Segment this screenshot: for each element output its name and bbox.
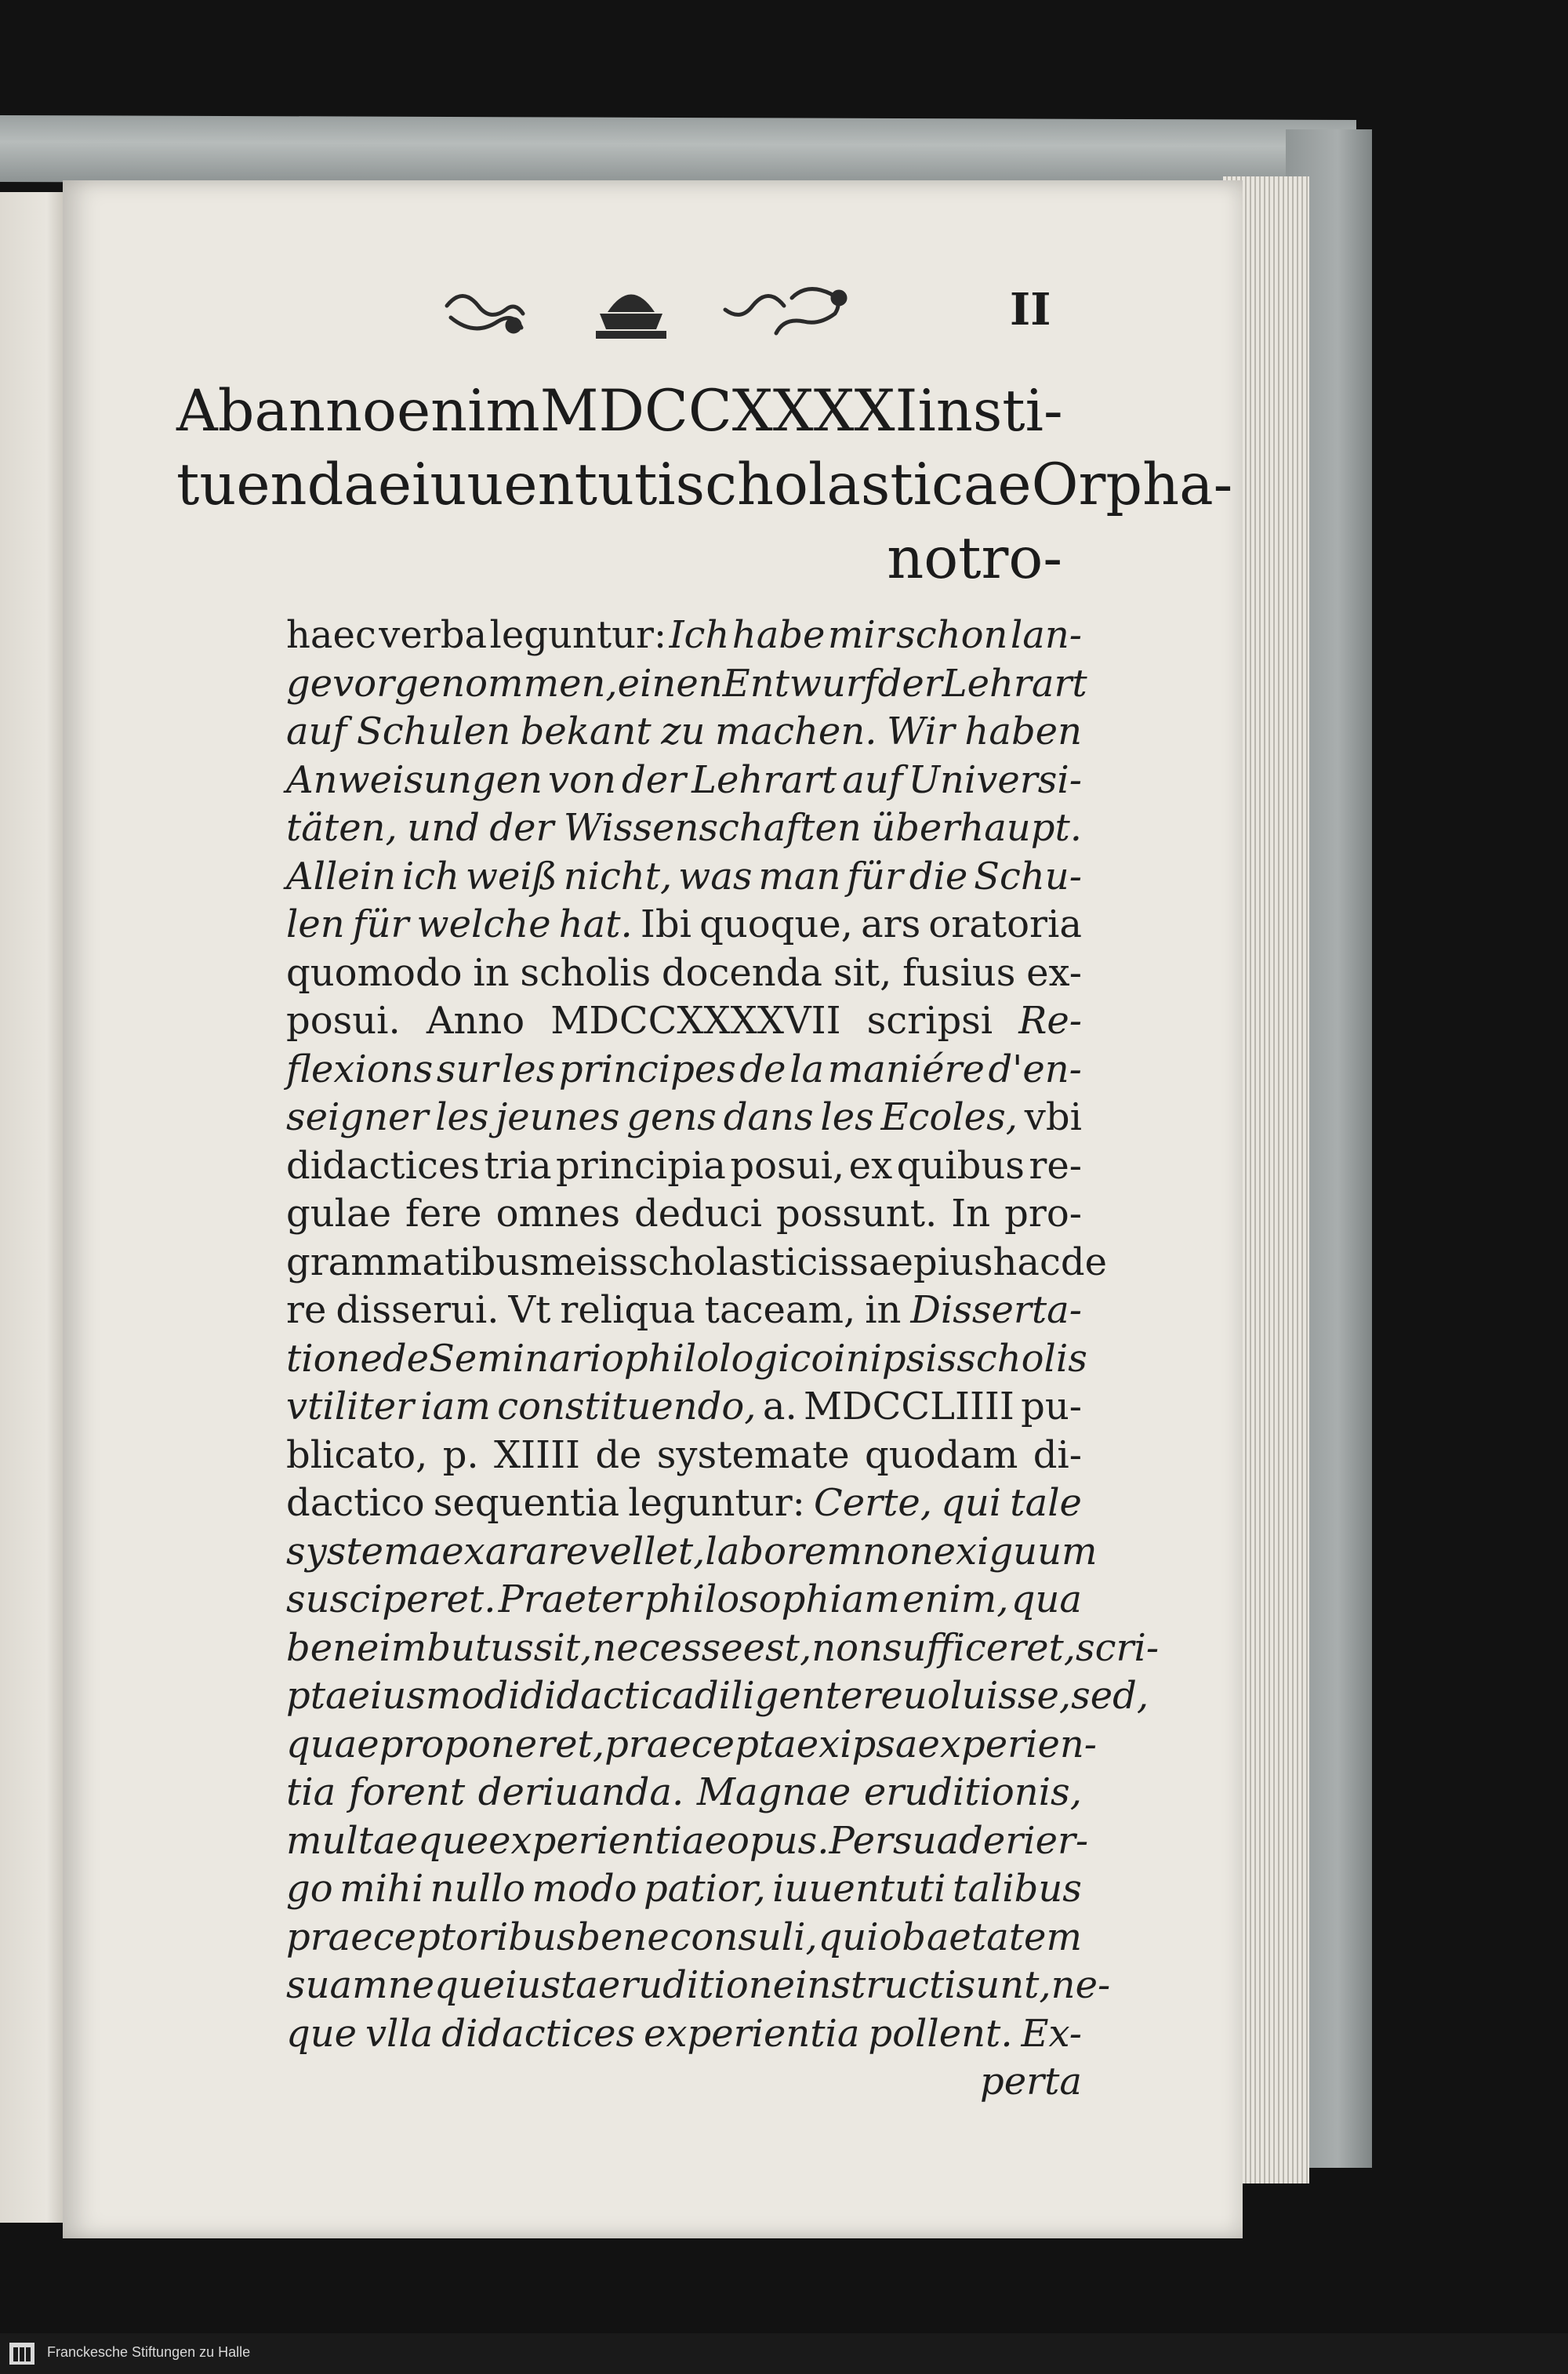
text-line: gulae fere omnes deduci possunt. In pro- <box>286 1192 1082 1236</box>
text-line: Allein ich weiß nicht, was man für die Schu- <box>286 854 1082 898</box>
head-line: notro- <box>887 525 1062 592</box>
text-line: quae proponeret, praecepta ex ipsa experien- <box>286 1722 1097 1766</box>
text-line: didactices tria principia posui, ex quibus re- <box>286 1143 1082 1188</box>
text-line: bene imbutus sit, necesse est, non sufficeret, scri- <box>286 1625 1160 1670</box>
text-line: suam neque iusta eruditione instructi sunt, ne- <box>286 1963 1111 2007</box>
footer-label: Franckesche Stiftungen zu Halle <box>47 2344 251 2360</box>
text-line: posui. Anno MDCCXXXXVII scripsi Re- <box>286 999 1082 1043</box>
text-line: susciperet. Praeter philosophiam enim, qua <box>286 1577 1082 1621</box>
header-paragraph <box>176 375 1233 596</box>
text-line: multaeque experientiae opus. Persuaderi er- <box>286 1818 1089 1863</box>
text-line: grammatibus meis scholasticis saepius hac de <box>286 1240 1108 1284</box>
text-line: ge vorgenommen, einen Entwurf der Lehrart <box>286 661 1087 706</box>
text-line: täten, und der Wissenschaften überhaupt. <box>286 806 1082 850</box>
book-cover-top <box>0 115 1356 187</box>
text-line: auf Schulen bekant zu machen. Wir haben <box>286 710 1082 753</box>
text-line: praeceptoribus bene consuli, qui ob aetatem <box>286 1915 1082 1959</box>
ornament-icon <box>439 282 1004 353</box>
text-line: perta <box>980 2060 1082 2104</box>
text-line: pta eiusmodi didactica diligenter euoluisse, sed, <box>286 1674 1149 1718</box>
text-line: seigner les jeunes gens dans les Ecoles, vbi <box>286 1095 1082 1139</box>
text-line: blicato, p. XIIII de systemate quodam di- <box>286 1432 1082 1477</box>
text-line: tione de Seminario philologico in ipsis scholis <box>286 1336 1087 1381</box>
text-line: tia forent deriuanda. Magnae eruditionis, <box>286 1770 1082 1814</box>
page-number: II <box>1010 284 1051 336</box>
text-line: systema exarare vellet, laborem non exiguum <box>286 1529 1098 1574</box>
text-line: len für welche hat. Ibi quoque, ars oratoria <box>286 902 1082 946</box>
text-line: haec verba leguntur: Ich habe mir schon lan- <box>286 613 1082 657</box>
left-page-edge <box>0 192 67 2223</box>
text-line: flexions sur les principes de la maniére d'en- <box>286 1047 1082 1091</box>
text-line: re disserui. Vt reliqua taceam, in Disserta- <box>286 1288 1082 1332</box>
head-line: Ab anno enim MDCCXXXXI insti- <box>176 378 1063 445</box>
text-line: que vlla didactices experientia pollent. Ex- <box>286 2011 1082 2056</box>
text-line: quomodo in scholis docenda sit, fusius ex- <box>286 950 1082 995</box>
text-line: vtiliter iam constituendo, a. MDCCLIIII pu- <box>286 1385 1082 1428</box>
body-text <box>286 612 1160 2107</box>
text-line: dactico sequentia leguntur: Certe, qui tale <box>286 1481 1082 1525</box>
text-line: go mihi nullo modo patior, iuuentuti talibus <box>286 1867 1082 1911</box>
text-line: Anweisungen von der Lehrart auf Universi- <box>286 757 1082 802</box>
ornament-header <box>439 282 1004 353</box>
head-line: tuendae iuuentuti scholasticae Orpha- <box>176 452 1233 518</box>
institution-logo-icon <box>6 2338 38 2369</box>
